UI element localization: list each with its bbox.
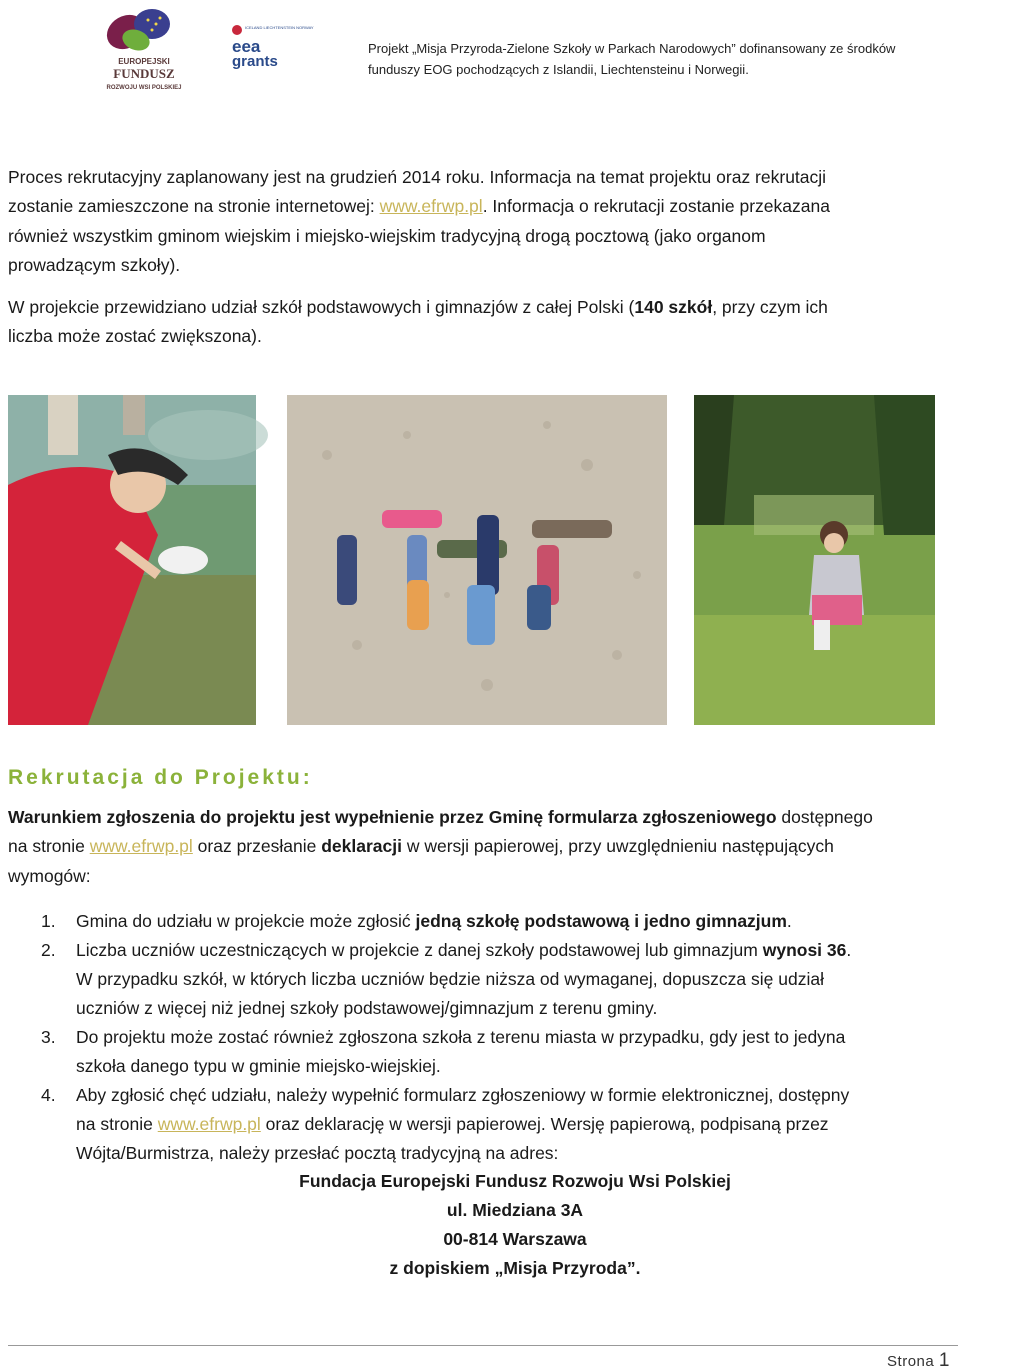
list-item-2-line2: W przypadku szkół, w których liczba uczniów będzie niższa od wymaganej, dopuszcza się udział xyxy=(76,969,824,989)
section-paragraph xyxy=(8,803,954,891)
logo2-top: ICELAND LIECHTENSTEIN NORWAY xyxy=(245,25,314,30)
list-item-1-line xyxy=(76,907,954,936)
list-text: na stronie xyxy=(76,1114,158,1134)
list-item xyxy=(8,907,954,936)
photo-children-sand xyxy=(287,395,667,725)
logo2-eea: eea xyxy=(232,37,261,56)
address-city: 00-814 Warszawa xyxy=(443,1229,587,1249)
list-item xyxy=(8,1023,954,1081)
list-item xyxy=(8,1081,954,1168)
efrwp-link-3[interactable]: www.efrwp.pl xyxy=(157,1114,261,1134)
footer-divider xyxy=(8,1345,958,1346)
list-item-4-line3: Wójta/Burmistrza, należy przesłać pocztą tradycyjną na adres: xyxy=(76,1143,559,1163)
list-number: 3. xyxy=(41,1027,56,1047)
section-bold-text: Warunkiem zgłoszenia do projektu jest wypełnienie przez Gminę formularza zgłoszeniowego xyxy=(8,807,777,827)
intro-paragraph-1 xyxy=(8,163,954,280)
section-text: dostępnego xyxy=(776,807,873,827)
section-text-a: na stronie xyxy=(8,836,90,857)
eea-grants-logo xyxy=(228,22,314,70)
section-title: Rekrutacja do Projektu: xyxy=(8,766,313,789)
efrwp-link[interactable]: www.efrwp.pl xyxy=(379,196,483,217)
page-label: Strona xyxy=(887,1353,935,1370)
list-bold: wynosi 36 xyxy=(762,940,847,960)
list-number: 4. xyxy=(41,1085,56,1105)
section-p-line1 xyxy=(8,803,954,832)
page-number xyxy=(887,1350,950,1372)
intro-p2-line1 xyxy=(8,293,954,322)
intro-p1-line3: również wszystkim gminom wiejskim i miejsko-wiejskim tradycyjną drogą pocztową (jako organom xyxy=(8,225,766,246)
intro-p2-text: W projekcie przewidziano udział szkół podstawowych i gimnazjów z całej Polski ( xyxy=(8,297,635,317)
intro-p1-line1: Proces rekrutacyjny zaplanowany jest na grudzień 2014 roku. Informacja na temat projektu oraz rekrutacji xyxy=(8,167,827,187)
efrwp-link-2[interactable]: www.efrwp.pl xyxy=(89,836,193,857)
intro-paragraph-2 xyxy=(8,293,954,352)
list-item-4-line2 xyxy=(76,1110,954,1139)
list-item-4-line1: Aby zgłosić chęć udziału, należy wypełnić formularz zgłoszeniowy w formie elektronicznej, dostępny xyxy=(76,1085,850,1105)
section-text-b: oraz przesłanie xyxy=(192,836,322,857)
list-item-2-line3: uczniów z więcej niż jednej szkoły podstawowej/gimnazjum z terenu gminy. xyxy=(76,998,658,1018)
efrwp-logo xyxy=(96,2,192,94)
page-header xyxy=(0,0,960,100)
list-text-end: . xyxy=(846,940,852,960)
intro-p1-text: zostanie zamieszczone na stronie internetowej: xyxy=(8,196,380,217)
list-item-3-line2: szkoła danego typu w gminie miejsko-wiejskiej. xyxy=(76,1056,441,1076)
intro-p1-line4: prowadzącym szkoły). xyxy=(8,254,181,275)
logo1-line1: EUROPEJSKI xyxy=(118,57,170,66)
photo-girl-water xyxy=(8,395,256,725)
section-p-line3: wymogów: xyxy=(8,865,91,886)
list-item-3-line1: Do projektu może zostać również zgłoszona szkoła z terenu miasta w przypadku, gdy jest to jedyna xyxy=(76,1027,846,1047)
list-number: 1. xyxy=(41,911,56,931)
logo2-grants: grants xyxy=(232,53,278,70)
project-line2: funduszy EOG pochodzących z Islandii, Liechtensteinu i Norwegii. xyxy=(368,62,749,77)
page-value: 1 xyxy=(938,1350,950,1371)
school-count: 140 szkół xyxy=(634,297,713,317)
section-text-c: w wersji papierowej, przy uwzględnieniu następujących xyxy=(401,836,834,857)
declaration-bold: deklaracji xyxy=(321,836,402,857)
logo1-line2: FUNDUSZ xyxy=(113,66,175,81)
list-text: Liczba uczniów uczestniczących w projekcie z danej szkoły podstawowej lub gimnazjum xyxy=(76,940,763,960)
list-item-2-line1 xyxy=(76,936,954,965)
address-street: ul. Miedziana 3A xyxy=(446,1200,584,1220)
logo1-line3: ROZWOJU WSI POLSKIEJ xyxy=(106,85,182,91)
project-line1: Projekt „Misja Przyroda-Zielone Szkoły w Parkach Narodowych” dofinansowany ze środków xyxy=(368,41,896,56)
address-org: Fundacja Europejski Fundusz Rozwoju Wsi Polskiej xyxy=(299,1171,731,1191)
requirements-list xyxy=(8,907,954,1168)
list-item xyxy=(8,936,954,1023)
section-p-line2 xyxy=(8,832,954,861)
list-text: Gmina do udziału w projekcie może zgłosić xyxy=(76,911,416,931)
list-text-end: . xyxy=(786,911,792,931)
list-number: 2. xyxy=(41,940,56,960)
intro-p1-line2 xyxy=(8,192,954,221)
photo-girl-meadow xyxy=(694,395,935,725)
list-text-b: oraz deklarację w wersji papierowej. Wersję papierową, podpisaną przez xyxy=(260,1114,829,1134)
intro-p2-text-b: , przy czym ich xyxy=(712,297,828,317)
intro-p2-line2: liczba może zostać zwiększona). xyxy=(8,326,262,347)
intro-p1-text-b: . Informacja o rekrutacji zostanie przekazana xyxy=(482,196,830,217)
list-bold: jedną szkołę podstawową i jedno gimnazjum xyxy=(415,911,787,931)
address-note: z dopiskiem „Misja Przyroda”. xyxy=(389,1258,641,1278)
project-info xyxy=(368,38,948,80)
